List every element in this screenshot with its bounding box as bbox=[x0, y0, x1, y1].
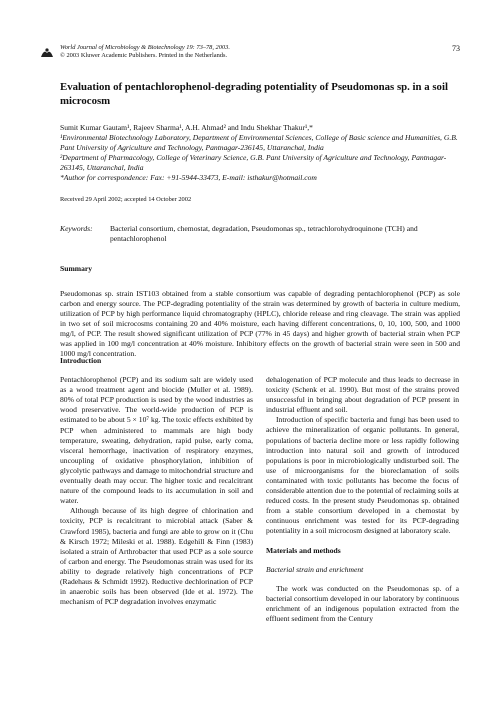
keywords-block bbox=[60, 224, 460, 244]
intro-paragraph-2: Although because of its high degree of chlorination and toxicity, PCP is recalcitrant to microbial attack (Saber & Crawford 1985), bacteria and fungi are able to grow on it (Chu & Kirsch 1972; Mileski et al. 1988). Edgehill & Finn (1983) isolated a strain of Arthrobacter that used PCP as a sole source of carbon and energy. The Pseudomonas strain was used for its ability to degrade relatively high concentrations of PCP (Radehaus & Schmidt 1992). Reductive dechlorination of PCP in anaerobic soils has been observed (Ide et al. 1972). The mechanism of PCP degradation involves enzymatic bbox=[60, 506, 253, 607]
publisher-logo-icon bbox=[40, 47, 54, 59]
methods-paragraph-1: The work was conducted on the Pseudomonas sp. of a bacterial consortium developed in our laboratory by continuous enrichment of an indigenous population extracted from the effluent sediment from the Century bbox=[266, 583, 459, 623]
intro-paragraph-1: Pentachlorophenol (PCP) and its sodium salt are widely used as a wood treatment agent and biocide (Muller et al. 1989). 80% of total PCP production is used by the wood industries as wood preservative. The world-wide production of PCP is estimated to be about 5 × 10⁷ kg. The toxic effects exhibited by PCP when administered to mammals are high body temperature, sweating, dehydration, rapid pulse, early coma, visceral hemorrhage, inactivation of respiratory enzymes, uncoupling of oxidative phosphorylation, inhibition of glycolytic pathways and damage to mitochondrial structure and eventually death may occur. The higher toxic and recalcitrant nature of the compound leads to its accumulation in soil and water. bbox=[60, 375, 253, 506]
left-column bbox=[60, 356, 253, 607]
journal-info bbox=[60, 44, 230, 60]
keywords-text: Bacterial consortium, chemostat, degradation, Pseudomonas sp., tetrachlorohydroquinone (TCH) and pentachlorophenol bbox=[110, 224, 418, 243]
author-block bbox=[60, 123, 460, 183]
intro-paragraph-4: Introduction of specific bacteria and fungi has been used to achieve the mineralization of organic pollutants. In general, populations of bacteria decline more or less rapidly following introduction into natural soil and growth of introduced populations is poor in microbiologically undisturbed soil. The use of microorganisms for the bioreclamation of soils contaminated with toxic pollutants has become the focus of considerable attention due to the potential of reclaiming soils at reduced costs. In the present study Pseudomonas sp. obtained from a stable consortium developed in a chemostat by continuous enrichment was tested for its PCP-degrading potentiality in a soil microcosm designed at laboratory scale. bbox=[266, 415, 459, 536]
received-dates: Received 29 April 2002; accepted 14 October 2002 bbox=[60, 196, 192, 203]
introduction-heading: Introduction bbox=[60, 356, 102, 365]
summary-heading: Summary bbox=[60, 264, 93, 273]
correspondence: *Author for correspondence: Fax: +91-5944-33473, E-mail: isthakur@hotmail.com bbox=[60, 173, 317, 182]
affiliation-2: ²Department of Pharmacology, College of Veterinary Science, G.B. Pant University of Agriculture and Technology, Pantnagar-263145, Uttaranchal, India bbox=[60, 153, 447, 172]
author-list: Sumit Kumar Gautam¹, Rajeev Sharma¹, A.H. Ahmad² and Indu Shekhar Thakur¹,* bbox=[60, 123, 313, 132]
journal-line: World Journal of Microbiology & Biotechnology 19: 73–78, 2003. bbox=[60, 44, 230, 51]
running-header bbox=[40, 44, 460, 68]
article-title: Evaluation of pentachlorophenol-degrading potentiality of Pseudomonas sp. in a soil microcosm bbox=[60, 81, 448, 107]
affiliation-1: ¹Environmental Biotechnology Laboratory, Department of Environmental Sciences, College of Basic science and Humanities, G.B. Pant University of Agriculture and Technology, Pantnagar-236145, Uttaranchal, India bbox=[60, 133, 458, 152]
methods-subheading: Bacterial strain and enrichment bbox=[266, 564, 364, 574]
summary-text: Pseudomonas sp. strain IST103 obtained from a stable consortium was capable of degrading pentachlorophenol (PCP) as sole carbon and energy source. The PCP-degrading potentiality of the strain was determined by growth of bacteria in culture medium, utilization of PCP by high performance liquid chromatography (HPLC), chloride release and ring cleavage. The strain was applied in two set of soil microcosms containing 20 and 40% moisture, each having different concentrations, 0, 10, 100, 500, and 1000 mg/l, of PCP. The result showed significant utilization of PCP (77% in 45 days) and higher growth of bacterial strain when PCP was applied in 100 mg/l concentration at 40% moisture. Inhibitory effects on the growth of bacterial strain were seen in 500 and 1000 mg/l concentration. bbox=[60, 288, 460, 359]
page-number: 73 bbox=[452, 44, 460, 53]
right-column bbox=[266, 375, 459, 624]
methods-heading: Materials and methods bbox=[266, 545, 341, 555]
intro-paragraph-3: dehalogenation of PCP molecule and thus leads to decrease in toxicity (Schenk et al. 1990). But most of the strains proved unsuccessful in bringing about degradation of PCP present in industrial effluent and soil. bbox=[266, 375, 459, 415]
copyright-line: © 2003 Kluwer Academic Publishers. Printed in the Netherlands. bbox=[60, 52, 228, 59]
keywords-label: Keywords: bbox=[60, 224, 93, 233]
